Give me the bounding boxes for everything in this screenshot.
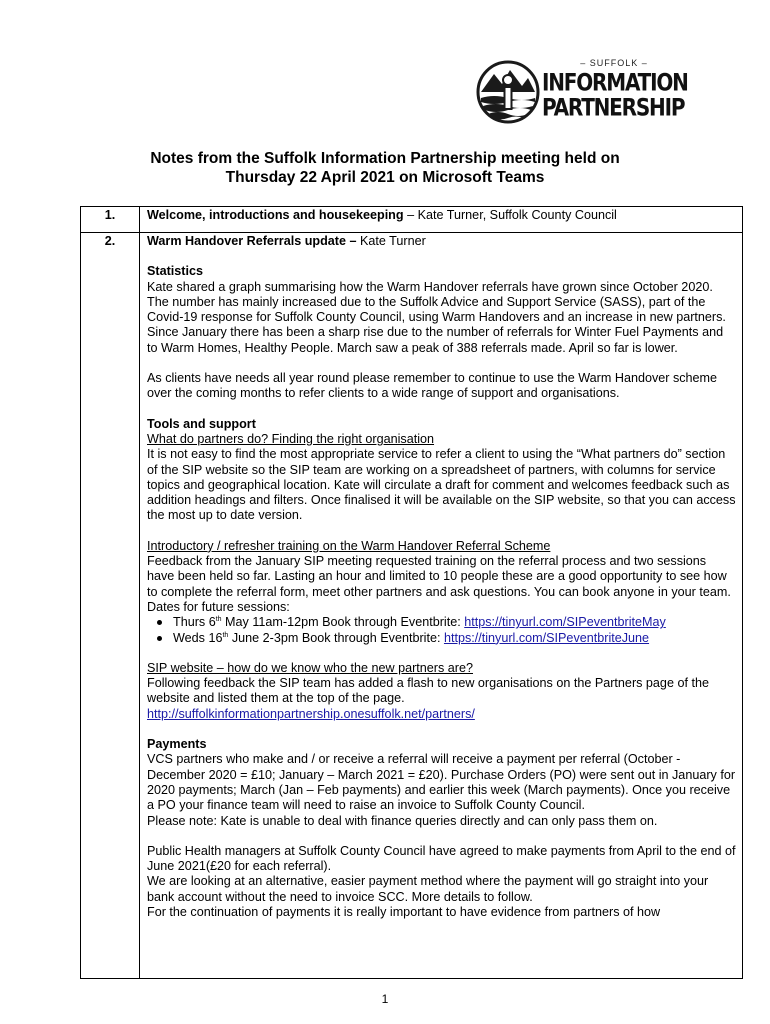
logo-information-text: INFORMATION (542, 68, 688, 97)
session-item: Thurs 6th May 11am-12pm Book through Eventbrite: https://tinyurl.com/SIPeventbriteMay (173, 615, 736, 630)
logo-partnership-text: PARTNERSHIP (542, 93, 685, 122)
payments-paragraph: Public Health managers at Suffolk County Council have agreed to make payments from April to the end of June 2021(£20 for each referral). (147, 843, 736, 874)
title-line-2: Thursday 22 April 2021 on Microsoft Teams (225, 169, 545, 186)
website-paragraph: Following feedback the SIP team has added a flash to new organisations on the Partners page of the website and listed them at the top of the page. (147, 676, 709, 706)
eventbrite-may-link[interactable]: https://tinyurl.com/SIPeventbriteMay (464, 615, 666, 630)
item-number: 2. (81, 233, 140, 979)
item-heading-line (147, 234, 736, 249)
tools-paragraph: It is not easy to find the most appropriate service to refer a client to using the “What partners do” section of the SIP website so the SIP team are working on a spreadsheet of partners, with columns for service topics and geographical location. Kate will circulate a draft for comment and welcomes feedback such as addition headings and filters. Once finalised it will be available on the SIP website, so that you can access the most up to date version. (147, 447, 736, 523)
statistics-paragraph: Kate shared a graph summarising how the Warm Handover referrals have grown since October 2020. The number has mainly increased due to the Suffolk Advice and Support Service (SASS), part of the Covid-19 response for Suffolk County Council, using Warm Handovers and an increase in new partners. Since January there has been a sharp rise due to the number of referrals for Winter Fuel Payments and to Warm Homes, Healthy People. March saw a peak of 388 referrals made. April so far is lower. (147, 279, 726, 355)
training-paragraph: Feedback from the January SIP meeting requested training on the referral process and two sessions have been held so far. Lasting an hour and limited to 10 people these are a good opportunity to see how to complete the referral form, meet other partners and ask questions. You can book anyone in your team. Dates for future sessions: (147, 554, 731, 614)
session-item: Weds 16th June 2-3pm Book through Eventbrite: https://tinyurl.com/SIPeventbriteJune (173, 631, 736, 646)
page-number: 1 (381, 992, 389, 1006)
payments-heading: Payments (147, 737, 207, 752)
title-line-1: Notes from the Suffolk Information Partnership meeting held on (150, 150, 620, 167)
logo-emblem-icon (476, 60, 540, 124)
sip-logo (476, 58, 691, 122)
subheading-training: Introductory / refresher training on the Warm Handover Referral Scheme (147, 538, 551, 553)
item-number: 1. (81, 207, 140, 233)
agenda-table (80, 206, 743, 979)
agenda-row (81, 207, 743, 233)
item-presenter: Kate Turner (360, 234, 426, 248)
tools-heading: Tools and support (147, 416, 256, 431)
partners-page-link[interactable]: http://suffolkinformationpartnership.onesuffolk.net/partners/ (147, 706, 475, 721)
payments-paragraph: For the continuation of payments it is really important to have evidence from partners of how (147, 904, 661, 919)
item-heading: Welcome, introductions and housekeeping (147, 208, 404, 222)
item-heading: Warm Handover Referrals update – (147, 234, 360, 248)
payments-paragraph: VCS partners who make and / or receive a referral will receive a payment per referral (October - December 2020 = £10; January – March 2021 = £20). Purchase Orders (PO) were sent out in January for 2020 payments; March (Jan – Feb payments) and earlier this week (March payments). Once you receive a PO your finance team will need to raise an invoice to Suffolk County Council. (147, 752, 736, 813)
agenda-row (81, 233, 743, 979)
item-presenter: – Kate Turner, Suffolk County Council (403, 208, 617, 222)
payments-paragraph: Please note: Kate is unable to deal with finance queries directly and can only pass them on. (147, 813, 658, 828)
subheading-sip-website: SIP website – how do we know who the new partners are? (147, 660, 473, 675)
payments-paragraph: We are looking at an alternative, easier payment method where the payment will go straight into your bank account without the need to invoice SCC. More details to follow. (147, 874, 709, 904)
statistics-paragraph: As clients have needs all year round please remember to continue to use the Warm Handover scheme over the coming months to refer clients to a wide range of support and organisations. (147, 371, 718, 401)
statistics-heading: Statistics (147, 264, 203, 279)
session-list (147, 615, 736, 646)
eventbrite-june-link[interactable]: https://tinyurl.com/SIPeventbriteJune (443, 630, 650, 645)
document-title (80, 149, 690, 187)
item-content (140, 207, 743, 233)
item-content (140, 233, 743, 979)
logo-suffolk-text: – SUFFOLK – (580, 58, 648, 68)
subheading-what-partners-do: What do partners do? Finding the right organisation (147, 431, 435, 446)
